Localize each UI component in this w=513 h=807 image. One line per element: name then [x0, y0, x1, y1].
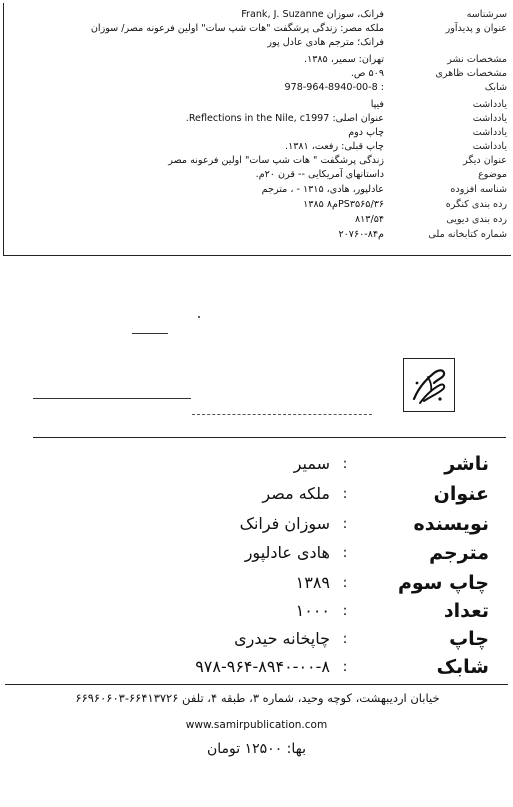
cip-row — [4, 53, 511, 66]
cip-row — [4, 183, 511, 196]
imprint-colon: : — [342, 456, 348, 472]
cip-label: شابک — [484, 82, 507, 93]
imprint-colon: : — [342, 631, 348, 647]
imprint-row — [0, 654, 513, 680]
cip-value: 978-964-8940-00-8 : — [284, 82, 384, 93]
imprint-label: ناشر — [444, 453, 489, 475]
divider-line — [33, 398, 191, 399]
footer-rule — [5, 684, 508, 685]
imprint-colon: : — [342, 516, 348, 532]
cip-row — [4, 36, 511, 49]
cip-label: یادداشت — [472, 99, 507, 110]
cip-label: عنوان و پدیدآور — [445, 23, 507, 34]
publisher-address: خیابان اردیبهشت، کوچه وحید، شماره ۳، طبقه ۴، تلفن ۶۶۴۱۳۷۲۶-۶۶۹۶۰۶۰۳ — [75, 691, 440, 705]
cip-row — [4, 140, 511, 153]
imprint-value: ۱۳۸۹ — [295, 573, 330, 592]
cip-value: تهران: سمیر، ۱۳۸۵. — [304, 54, 384, 65]
imprint-label: عنوان — [433, 483, 489, 505]
cip-label: رده بندی کنگره — [445, 199, 507, 210]
imprint-value: ۱۰۰۰ — [295, 601, 330, 620]
cip-row — [4, 22, 511, 35]
cip-value: زندگی پرشگفت " هات شپ سات" اولین فرعونه مصر — [168, 155, 384, 166]
imprint-row — [0, 511, 513, 537]
imprint-row — [0, 570, 513, 596]
cip-label: یادداشت — [472, 141, 507, 152]
cip-label: شناسه افزوده — [450, 184, 507, 195]
cip-label: مشخصات ظاهری — [435, 68, 507, 79]
imprint-label: مترجم — [429, 542, 489, 564]
imprint-label: تعداد — [443, 600, 489, 622]
cip-row — [4, 8, 511, 21]
imprint-value: چاپخانه حیدری — [234, 629, 330, 648]
stray-line — [132, 333, 168, 334]
cip-value: چاپ دوم — [348, 127, 384, 138]
imprint-label: شابک — [436, 656, 489, 678]
cip-label: عنوان دیگر — [463, 155, 507, 166]
cip-row — [4, 98, 511, 111]
cip-value: ملکه مصر: زندگی پرشگفت "هات شپ سات" اولین فرعونه مصر/ سوزان — [90, 23, 384, 34]
imprint-label: چاپ سوم — [397, 572, 489, 594]
stray-dot — [198, 316, 200, 318]
cip-value: فرانک، سوزان Frank, J. Suzanne — [241, 9, 384, 20]
cip-value: عادلپور، هادی، ۱۳۱۵ - ، مترجم — [261, 184, 384, 195]
cip-row — [4, 228, 511, 241]
cip-value: PS۳۵۶۵/۳۶م۸ ۱۳۸۵ — [303, 199, 384, 210]
cip-row — [4, 168, 511, 181]
imprint-value: سوزان فرانک — [239, 514, 330, 533]
publisher-website: www.samirpublication.com — [185, 719, 328, 731]
imprint-colon: : — [342, 603, 348, 619]
cip-label: یادداشت — [472, 113, 507, 124]
cip-row — [4, 81, 511, 94]
cip-value: فرانک؛ مترجم هادی عادل پور — [267, 37, 384, 48]
imprint-row — [0, 540, 513, 566]
imprint-value: ۹۷۸-۹۶۴-۸۹۴۰-۰۰-۸ — [195, 657, 330, 676]
book-price: بها: ۱۲۵۰۰ تومان — [206, 741, 307, 757]
imprint-colon: : — [342, 545, 348, 561]
imprint-value: سمیر — [293, 454, 330, 473]
cip-value: فیپا — [370, 99, 384, 110]
imprint-row — [0, 598, 513, 624]
cip-row — [4, 154, 511, 167]
cip-label: یادداشت — [472, 127, 507, 138]
imprint-value: هادی عادلپور — [244, 543, 330, 562]
cip-catalog-box — [3, 3, 511, 256]
cip-row — [4, 213, 511, 226]
cip-row — [4, 126, 511, 139]
cip-label: مشخصات نشر — [447, 54, 507, 65]
cip-row — [4, 198, 511, 211]
cip-label: رده بندی دیویی — [446, 214, 507, 225]
imprint-value: ملکه مصر — [262, 484, 330, 503]
cip-row — [4, 67, 511, 80]
publisher-calligraphy-logo-icon — [404, 359, 454, 411]
cip-label: شماره کتابخانه ملی — [428, 229, 507, 240]
cip-label: سرشناسه — [466, 9, 507, 20]
imprint-colon: : — [342, 659, 348, 675]
imprint-colon: : — [342, 486, 348, 502]
imprint-row — [0, 451, 513, 477]
cip-value: ۵۰۹ ص. — [350, 68, 384, 79]
imprint-top-rule — [33, 437, 506, 438]
imprint-row — [0, 481, 513, 507]
imprint-label: چاپ — [449, 628, 489, 650]
dashed-divider — [192, 414, 372, 415]
cip-row — [4, 112, 511, 125]
imprint-colon: : — [342, 575, 348, 591]
cip-value: ۸۱۳/۵۴ — [355, 214, 384, 225]
imprint-row — [0, 626, 513, 652]
imprint-label: نویسنده — [413, 513, 489, 535]
cip-value: عنوان اصلی: Reflections in the Nile, c1997. — [185, 113, 384, 124]
cip-value: چاپ قبلی: رفعت، ۱۳۸۱. — [285, 141, 384, 152]
cip-value: داستانهای آمریکایی -- قرن ۲۰م. — [255, 169, 384, 180]
cip-value: م۸۴-۲۰۷۶۰ — [338, 229, 384, 240]
publisher-logo — [403, 358, 455, 412]
cip-label: موضوع — [478, 169, 507, 180]
